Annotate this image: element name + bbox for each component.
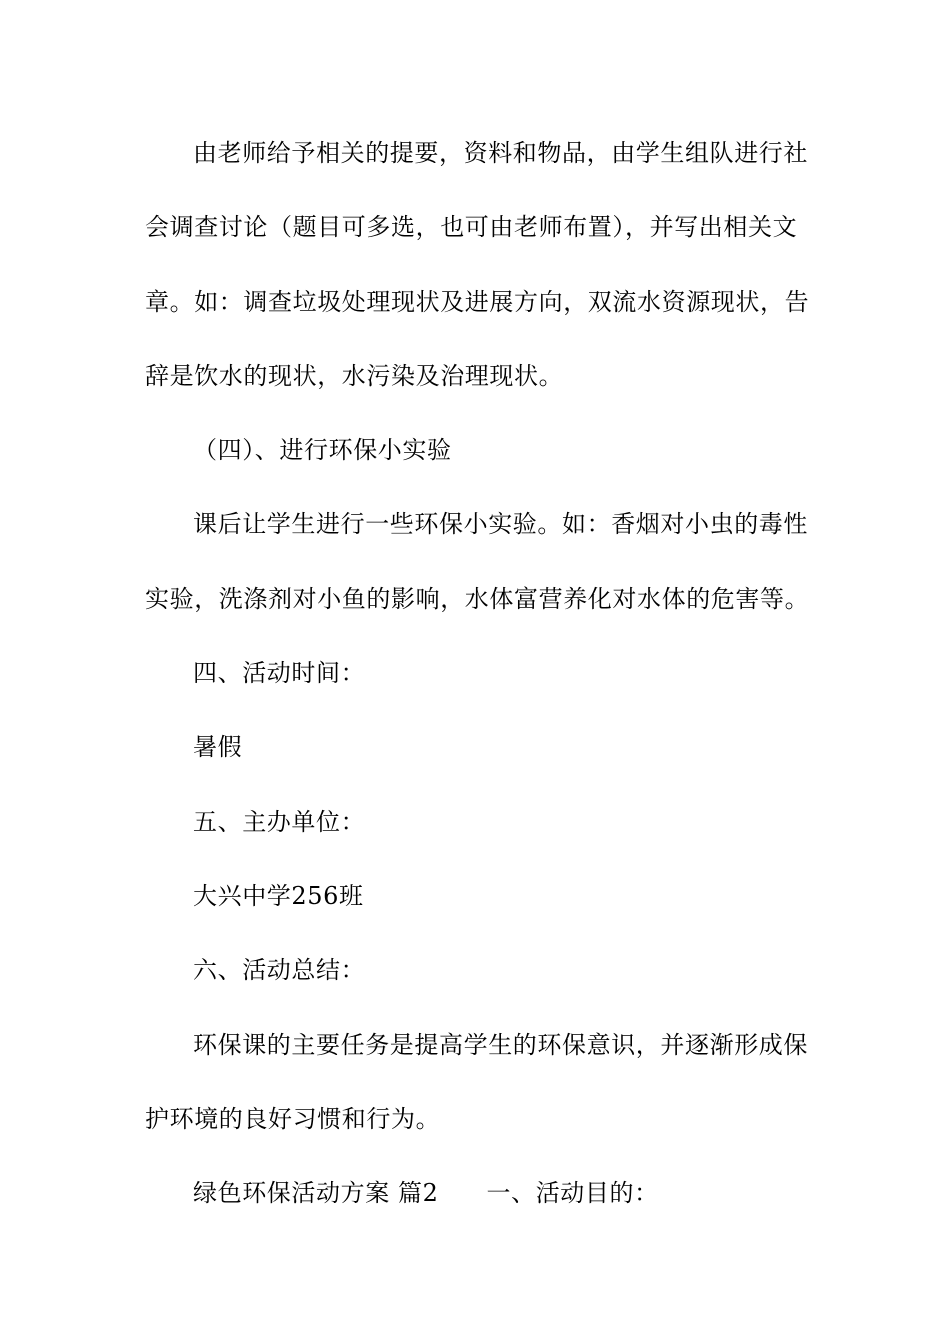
- section-heading: 四、活动时间：: [193, 659, 366, 687]
- paragraph-line: 护环境的良好习惯和行为。: [145, 1105, 441, 1133]
- paragraph-line: 课后让学生进行一些环保小实验。如：香烟对小虫的毒性: [193, 510, 808, 538]
- paragraph-line: 实验，洗涤剂对小鱼的影响，水体富营养化对水体的危害等。: [145, 585, 810, 613]
- paragraph-line: 暑假: [193, 733, 243, 761]
- section-heading: 五、主办单位：: [193, 808, 366, 836]
- paragraph-line: 大兴中学256班: [193, 882, 364, 910]
- paragraph-line: 会调查讨论（题目可多选，也可由老师布置），并写出相关文: [145, 213, 798, 241]
- paragraph-line: 辞是饮水的现状，水污染及治理现状。: [145, 362, 564, 390]
- section-heading: （四）、进行环保小实验: [193, 436, 452, 464]
- section-heading: 一、活动目的：: [486, 1179, 659, 1207]
- section-heading: 六、活动总结：: [193, 956, 366, 984]
- paragraph-line: 环保课的主要任务是提高学生的环保意识，并逐渐形成保: [193, 1031, 808, 1059]
- plan-title: 绿色环保活动方案 篇2: [193, 1179, 439, 1207]
- paragraph-line: 章。如：调查垃圾处理现状及进展方向，双流水资源现状，告: [145, 288, 810, 316]
- paragraph-line: 由老师给予相关的提要，资料和物品，由学生组队进行社: [193, 139, 808, 167]
- heading-line: [193, 1177, 863, 1209]
